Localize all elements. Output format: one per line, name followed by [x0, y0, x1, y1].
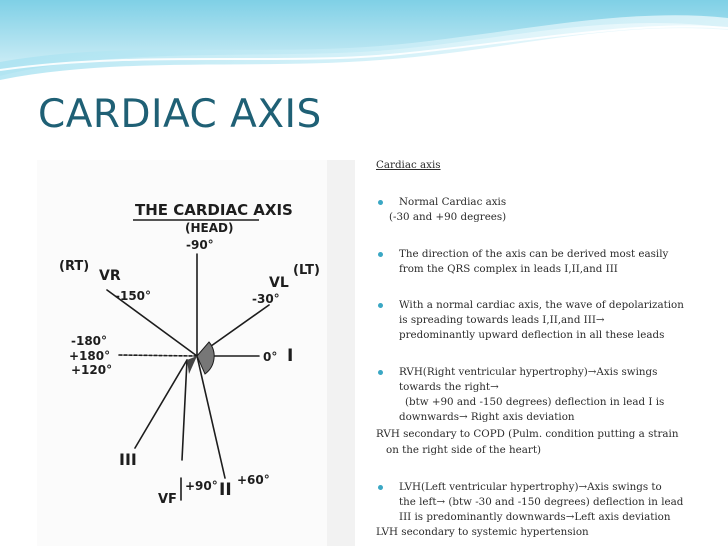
label-minus30: -30°	[252, 292, 280, 306]
bullet-line: (btw +90 and -150 degrees) deflection in lead I is	[405, 396, 665, 409]
label-minus90: -90°	[186, 238, 214, 252]
bullet-line: the left→ (btw -30 and -150 degrees) deflection in lead	[399, 496, 684, 509]
label-lt: (LT)	[293, 263, 320, 278]
bullet-axis-direction	[376, 247, 694, 277]
bullet-line: predominantly upward deflection in all these leads	[399, 329, 665, 342]
label-vf: VF	[158, 492, 177, 507]
bullet-line: III is predominantly downwards→Left axis deviation	[399, 511, 671, 524]
rvh-note	[376, 427, 694, 457]
label-minus150: -150°	[115, 289, 152, 303]
label-plus60: +60°	[237, 473, 270, 487]
label-lead1: I	[287, 346, 294, 366]
bullet-line: The direction of the axis can be derived most easily	[399, 247, 669, 260]
label-zero: 0°	[263, 350, 278, 364]
bullet-normal-axis	[376, 195, 694, 225]
bullet-dot	[378, 370, 383, 375]
bullet-line: is spreading towards leads I,II,and III→	[399, 314, 605, 327]
bullet-lvh	[376, 480, 694, 526]
bullet-dot	[378, 485, 383, 490]
bullet-dot	[378, 200, 383, 205]
label-plus180: +180°	[69, 349, 111, 363]
bullet-depolarization	[376, 298, 694, 344]
lvh-note: LVH secondary to systemic hypertension	[376, 526, 589, 539]
slide-title: CARDIAC AXIS	[38, 92, 322, 137]
bullet-line: from the QRS complex in leads I,II,and III	[399, 262, 618, 275]
bullet-line: towards the right→	[399, 380, 499, 393]
cardiac-axis-figure	[37, 160, 355, 546]
content-heading: Cardiac axis	[376, 159, 441, 171]
label-vl: VL	[269, 275, 289, 291]
figure-head-label: (HEAD)	[185, 221, 234, 235]
figure-heading: THE CARDIAC AXIS	[135, 201, 293, 219]
slide-content	[376, 158, 694, 541]
bullet-line: Normal Cardiac axis	[399, 196, 507, 209]
rvh-note-line: on the right side of the heart)	[386, 443, 541, 456]
label-lead2: II	[219, 480, 232, 500]
rvh-note-line: RVH secondary to COPD (Pulm. condition putting a strain	[376, 428, 679, 441]
label-lead3: III	[119, 450, 137, 469]
bullet-rvh	[376, 365, 694, 426]
bullet-line: downwards→ Right axis deviation	[399, 411, 575, 424]
label-plus90: +90°	[185, 479, 218, 493]
label-minus180: -180°	[71, 334, 108, 348]
header-wave-decoration	[0, 0, 728, 90]
bullet-line: With a normal cardiac axis, the wave of depolarization	[399, 299, 684, 312]
label-plus120: +120°	[71, 363, 113, 377]
label-vr: VR	[99, 268, 121, 284]
bullet-dot	[378, 252, 383, 257]
bullet-line: (-30 and +90 degrees)	[389, 211, 507, 224]
bullet-line: LVH(Left ventricular hypertrophy)→Axis swings to	[399, 480, 662, 493]
bullet-line: RVH(Right ventricular hypertrophy)→Axis swings	[399, 365, 658, 378]
bullet-dot	[378, 303, 383, 308]
label-rt: (RT)	[59, 259, 90, 274]
